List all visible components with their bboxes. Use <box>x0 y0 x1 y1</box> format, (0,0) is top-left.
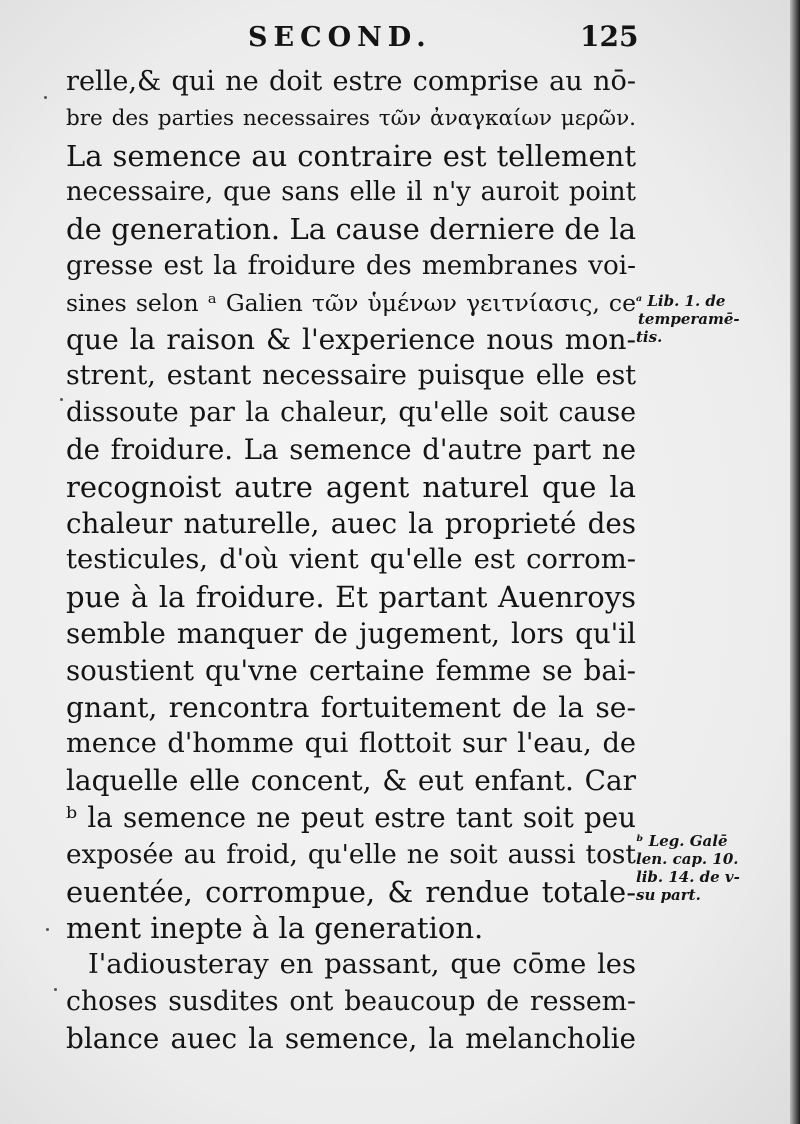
text-line: dissoute par la chaleur, qu'elle soit cause <box>66 397 636 429</box>
note-line: ᵇ Leg. Galē <box>636 832 728 850</box>
ink-speck <box>60 398 63 401</box>
text-line: soustient qu'vne certaine femme se bai- <box>66 653 636 687</box>
marginal-note-a <box>636 292 786 346</box>
page-number: 125 <box>580 20 639 53</box>
marginal-note-b <box>636 832 786 904</box>
text-line: choses susdites ont beaucoup de ressem- <box>66 985 636 1017</box>
text-line: semble manquer de jugement, lors qu'il <box>66 616 636 650</box>
text-line: mence d'homme qui flottoit sur l'eau, de <box>66 728 636 760</box>
text-line: La semence au contraire est tellement <box>66 138 636 173</box>
text-line: exposée au froid, qu'elle ne soit aussi tost <box>66 839 636 870</box>
text-line: bre des parties necessaires τῶν ἀναγκαίων μερῶν. <box>66 105 636 131</box>
text-line: euentée, corrompue, & rendue totale- <box>66 874 636 909</box>
text-line: laquelle elle concent, & eut enfant. Car <box>66 764 636 798</box>
note-line: len. cap. 10. <box>636 850 739 868</box>
text-line: de generation. La cause derniere de la <box>66 212 636 247</box>
main-text-block <box>66 64 636 1058</box>
text-line: gnant, rencontra fortuitement de la se- <box>66 690 636 724</box>
text-line: ᵇ la semence ne peut estre tant soit peu <box>66 800 636 834</box>
text-line: sines selon ᵃ Galien τῶν ὑμένων γειτνίασις, ce <box>66 288 636 317</box>
note-line: ᵃ Lib. 1. de <box>636 292 726 310</box>
text-line: relle,& qui ne doit estre comprise au nō- <box>66 66 636 97</box>
text-line: gresse est la froidure des membranes voi- <box>66 250 636 281</box>
paragraph-start-line: I'adiousteray en passant, que cōme les <box>88 949 636 981</box>
ink-speck <box>44 96 47 99</box>
text-line: strent, estant necessaire puisque elle est <box>66 360 636 392</box>
note-line: tis. <box>636 328 663 346</box>
text-line: chaleur naturelle, auec la proprieté des <box>66 506 636 540</box>
text-line: ment inepte à la generation. <box>66 911 484 946</box>
text-line: de froidure. La semence d'autre part ne <box>66 433 636 466</box>
text-line: pue à la froidure. Et partant Auenroys <box>66 580 636 615</box>
note-line: temperamē- <box>638 310 740 328</box>
page-edge-shadow <box>790 0 800 1124</box>
text-line: necessaire, que sans elle il n'y auroit point <box>66 177 636 208</box>
note-line: su part. <box>636 886 701 904</box>
note-line: lib. 14. de v- <box>636 868 740 886</box>
ink-speck <box>54 988 57 991</box>
text-line: que la raison & l'experience nous mon- <box>66 322 636 356</box>
text-line: recognoist autre agent naturel que la <box>66 469 636 504</box>
ink-speck <box>46 928 49 931</box>
text-line: blance auec la semence, la melancholie <box>66 1021 636 1055</box>
text-line: testicules, d'où vient qu'elle est corrom- <box>66 544 636 576</box>
running-head: SECOND. <box>248 22 432 53</box>
